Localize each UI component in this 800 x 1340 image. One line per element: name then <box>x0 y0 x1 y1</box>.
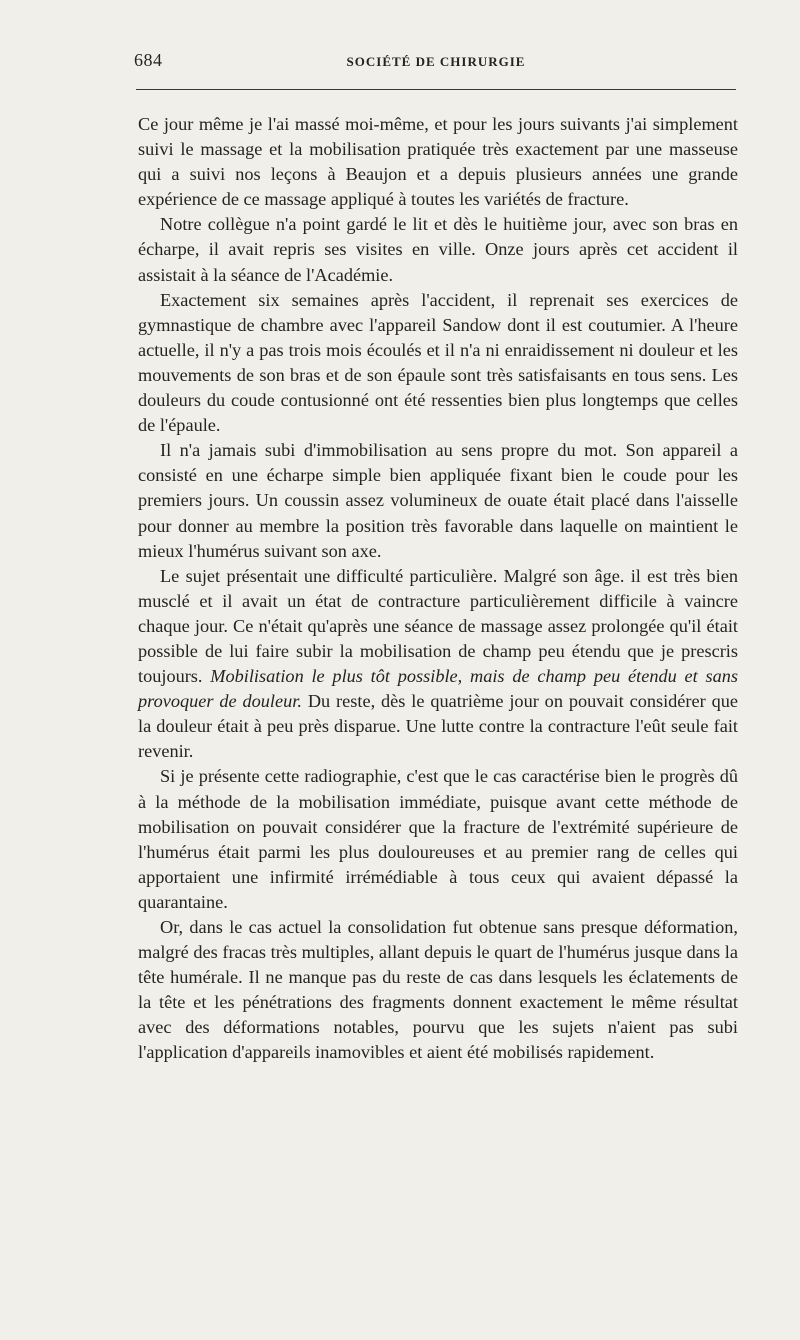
paragraph-5-text-after: Du reste, dès le quatrième jour on pouvait considérer que la douleur était à peu près disparue. Une lutte contre la contracture l'eût seule fait revenir. <box>138 691 738 762</box>
page-number: 684 <box>134 50 163 70</box>
paragraph-1: Ce jour même je l'ai massé moi-même, et pour les jours suivants j'ai simplement suivi le massage et la mobilisation pratiquée très exactement par une masseuse qui a suivi nos leçons à Beaujon et a depuis plusieurs années une grande expérience de ce massage appliqué à toutes les variétés de fracture. <box>138 114 738 210</box>
paragraph-6: Si je présente cette radiographie, c'est que le cas caractérise bien le progrès dû à la méthode de la mobilisation immédiate, puisque avant cette méthode de mobilisation on pouvait considérer que la fracture de l'extrémité supérieure de l'humérus était parmi les plus douloureuses et au premier rang de celles qui apportaient une infirmité irrémédiable à tous ceux qui avaient dépassé la quarantaine. <box>138 766 738 912</box>
page-header <box>134 50 738 74</box>
paragraph-2: Notre collègue n'a point gardé le lit et dès le huitième jour, avec son bras en écharpe, il avait repris ses visites en ville. Onze jours après cet accident il assistait à la séance de l'Académie. <box>138 214 738 285</box>
paragraph-3: Exactement six semaines après l'accident, il reprenait ses exercices de gymnastique de chambre avec l'appareil Sandow dont il est coutumier. A l'heure actuelle, il n'y a pas trois mois écoulés et il n'a ni enraidissement ni douleur et les mouvements de son bras et de son épaule sont très satisfaisants en tous sens. Les douleurs du coude contusionné ont été ressenties bien plus longtemps que celles de l'épaule. <box>138 289 738 436</box>
running-head: SOCIÉTÉ DE CHIRURGIE <box>346 54 526 69</box>
paragraph-5-italic-quote: Mobilisation le plus tôt possible, mais de champ peu étendu et sans provoquer de douleur. <box>138 666 738 712</box>
paragraph-4: Il n'a jamais subi d'immobilisation au sens propre du mot. Son appareil a consisté en une écharpe simple bien appliquée fixant bien le coude pour les premiers jours. Un coussin assez volumineux de ouate était placé dans l'aisselle pour donner au membre la position très favorable dans laquelle on maintient le mieux l'humérus suivant son axe. <box>138 440 738 561</box>
paragraph-5 <box>138 564 738 765</box>
paragraph-7: Or, dans le cas actuel la consolidation fut obtenue sans presque déformation, malgré des fracas très multiples, allant depuis le quart de l'humérus jusque dans la tête humérale. Il ne manque pas du reste de cas dans lesquels les éclatements de la tête et les pénétrations des fragments donnent exactement le même résultat avec des déformations notables, pourvu que les sujets n'aient pas subi l'application d'appareils inamovibles et aient été mobilisés rapidement. <box>138 917 738 1063</box>
header-rule <box>136 89 736 90</box>
paragraph-5-text-before: Le sujet présentait une difficulté particulière. Malgré son âge. il est très bien musclé et il avait un état de contracture particulièrement difficile à vaincre chaque jour. Ce n'était qu'après une séance de massage assez prolongée qu'il était possible de lui faire subir la mobilisation de champ peu étendu que je prescris toujours. <box>138 565 738 687</box>
body-text <box>138 112 738 1066</box>
